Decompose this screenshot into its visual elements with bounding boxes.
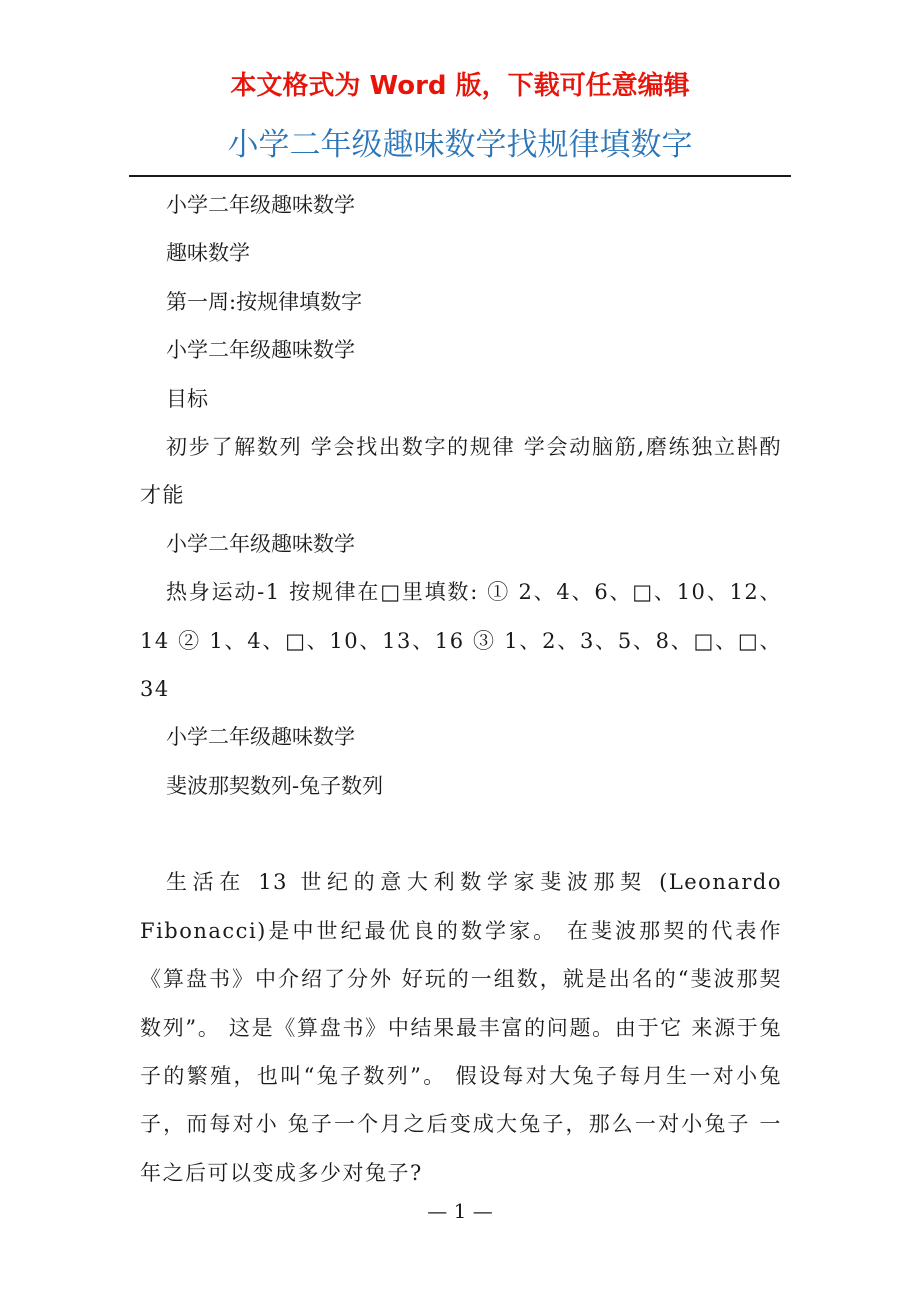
page-number: — 1 —: [427, 1199, 493, 1223]
body-paragraph: 趣味数学: [166, 241, 250, 266]
body-paragraph: 小学二年级趣味数学: [166, 338, 355, 363]
body-paragraph: 斐波那契数列-兔子数列: [166, 773, 384, 798]
paragraph-gap: [140, 810, 782, 858]
document-body: [140, 181, 782, 1197]
download-banner: 本文格式为 Word 版，下载可任意编辑: [230, 71, 690, 101]
body-paragraph: 小学二年级趣味数学: [166, 725, 355, 750]
body-paragraph: 小学二年级趣味数学: [166, 531, 355, 556]
body-paragraph: 热身运动-1 按规律在□里填数: ① 2、4、6、□、10、12、14 ② 1、4、□、10、13、16 ③ 1、2、3、5、8、□、□、34: [140, 580, 782, 702]
body-paragraph: 小学二年级趣味数学: [166, 193, 355, 217]
title-divider: [129, 175, 791, 177]
body-paragraph: 第一周:按规律填数字: [166, 289, 363, 314]
document-title: 小学二年级趣味数学找规律填数字: [227, 127, 693, 163]
fibonacci-paragraph: 生活在 13 世纪的意大利数学家斐波那契 (Leonardo Fibonacci)是中世纪最优良的数学家。 在斐波那契的代表作《算盘书》中介绍了分外 好玩的一组数，就是出名的“斐波那契数列”。 这是《算盘书》中结果最丰富的问题。由于它 来源于兔子的繁殖，也叫“兔子数列”。 假设每对大兔子每月生一对小兔子，而每对小 兔子一个月之后变成大兔子，那么一对小兔子 一年之后可以变成多少对兔子?: [140, 870, 782, 1185]
body-paragraph: 目标: [166, 386, 208, 411]
body-paragraph: 初步了解数列 学会找出数字的规律 学会动脑筋,磨练独立斟酌才能: [140, 435, 782, 508]
